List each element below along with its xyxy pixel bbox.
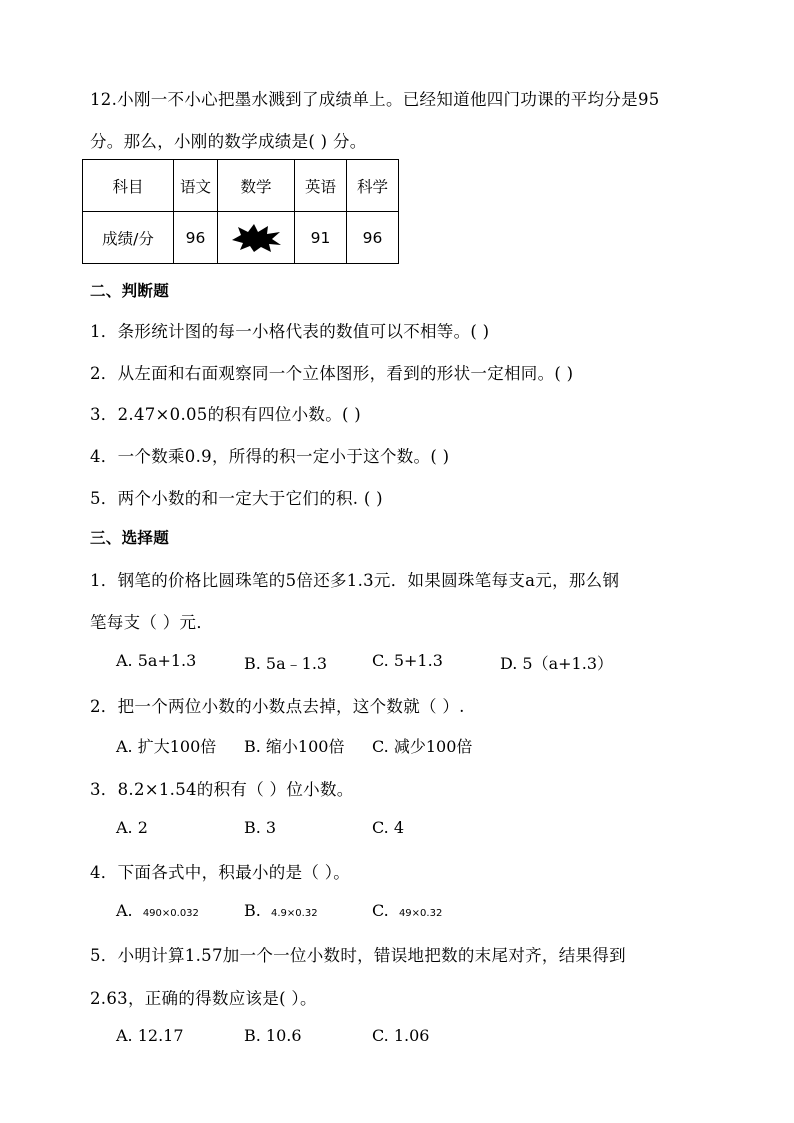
- q5-option-a: A. 12.17: [116, 1026, 184, 1045]
- q4-option-letter: B.: [244, 901, 261, 920]
- q1-option-a: A. 5a+1.3: [116, 651, 197, 670]
- q4-option-letter: C.: [372, 901, 389, 920]
- score-table: [82, 159, 399, 264]
- row-label: 成绩/分: [83, 212, 174, 264]
- score-cell: 96: [347, 212, 399, 264]
- q4-option-c: [372, 901, 442, 920]
- q4-option-a: [116, 901, 199, 920]
- q5-option-b: B. 10.6: [244, 1026, 302, 1045]
- judge-item-2: 2．从左面和右面观察同一个立体图形，看到的形状一定相同。( ): [90, 364, 574, 383]
- q4-option-expr: 490×0.032: [142, 908, 199, 919]
- q4-option-letter: A.: [116, 901, 133, 920]
- q4-option-expr: 49×0.32: [398, 908, 443, 919]
- table-row: [83, 212, 399, 264]
- choice-q4-stem: 4．下面各式中，积最小的是（ ）。: [90, 863, 351, 882]
- section3-title: 三、选择题: [90, 529, 170, 547]
- q1-option-c: C. 5+1.3: [372, 651, 443, 670]
- choice-q2-stem: 2．把一个两位小数的小数点去掉，这个数就（ ）.: [90, 697, 465, 716]
- q1-option-b: B. 5a﹣1.3: [244, 654, 328, 673]
- table-header-row: [83, 160, 399, 212]
- choice-q5-line2: 2.63，正确的得数应该是( ）。: [90, 989, 317, 1008]
- table-header-cell: 数学: [218, 160, 295, 212]
- ink-splatter-icon: [230, 223, 282, 253]
- table-header-cell: 英语: [295, 160, 347, 212]
- choice-q1-line2: 笔每支（ ）元．: [90, 613, 214, 632]
- q4-option-expr: 4.9×0.32: [271, 908, 318, 919]
- judge-item-3: 3．2.47×0.05的积有四位小数。( ): [90, 405, 362, 424]
- choice-q5-line1: 5．小明计算1.57加一个一位小数时，错误地把数的末尾对齐，结果得到: [90, 946, 626, 965]
- table-header-cell: 科学: [347, 160, 399, 212]
- q5-option-c: C. 1.06: [372, 1026, 430, 1045]
- q2-option-c: C. 减少100倍: [372, 737, 473, 756]
- judge-item-4: 4．一个数乘0.9，所得的积一定小于这个数。( ): [90, 447, 450, 466]
- q1-option-d: D. 5（a+1.3）: [500, 654, 614, 673]
- judge-item-5: 5．两个小数的和一定大于它们的积. ( ): [90, 489, 383, 508]
- q2-option-a: A. 扩大100倍: [116, 737, 217, 756]
- ink-splatter-cell: [218, 212, 295, 264]
- q3-option-a: A. 2: [116, 818, 148, 837]
- q3-option-c: C. 4: [372, 818, 405, 837]
- score-cell: 96: [174, 212, 218, 264]
- choice-q1-line1: 1．钢笔的价格比圆珠笔的5倍还多1.3元．如果圆珠笔每支a元，那么钢: [90, 571, 620, 590]
- choice-q3-stem: 3．8.2×1.54的积有（ ）位小数。: [90, 780, 354, 799]
- table-header-cell: 科目: [83, 160, 174, 212]
- score-cell: 91: [295, 212, 347, 264]
- q4-option-b: [244, 901, 318, 920]
- judge-item-1: 1．条形统计图的每一小格代表的数值可以不相等。( ): [90, 322, 490, 341]
- section2-title: 二、判断题: [90, 282, 170, 300]
- q3-option-b: B. 3: [244, 818, 277, 837]
- q12-line1: 12.小刚一不小心把墨水溅到了成绩单上。已经知道他四门功课的平均分是95: [90, 90, 660, 109]
- table-header-cell: 语文: [174, 160, 218, 212]
- q12-line2: 分。那么，小刚的数学成绩是( ) 分。: [90, 132, 367, 151]
- q2-option-b: B. 缩小100倍: [244, 737, 345, 756]
